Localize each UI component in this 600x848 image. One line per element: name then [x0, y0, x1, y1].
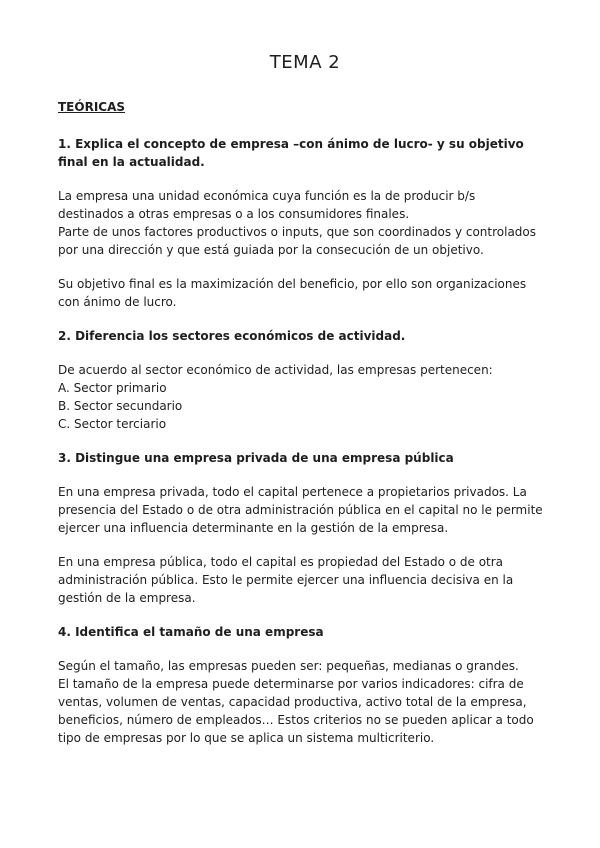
list-item: C. Sector terciario — [58, 417, 167, 431]
question-title: 3. Distingue una empresa privada de una empresa pública — [58, 451, 454, 465]
paragraph: Según el tamaño, las empresas pueden ser: pequeñas, medianas o grandes. — [58, 659, 519, 673]
paragraph: Su objetivo final es la maximización del beneficio, por ello son organizaciones con ánimo de lucro. — [58, 277, 527, 309]
list-item: B. Sector secundario — [58, 399, 183, 413]
document-title: TEMA 2 — [269, 52, 341, 73]
question-title: 4. Identifica el tamaño de una empresa — [58, 625, 324, 639]
section-label: TEÓRICAS — [58, 100, 126, 114]
paragraph: En una empresa privada, todo el capital pertenece a propietarios privados. La presencia del Estado o de otra administración pública en el capital no le permite ejercer una influencia determinante en la gestión de la empresa. — [58, 485, 543, 535]
paragraph: De acuerdo al sector económico de actividad, las empresas pertenecen: — [58, 363, 493, 377]
question-1 — [58, 135, 544, 327]
paragraph: La empresa una unidad económica cuya función es la de producir b/s destinados a otras empresas o a los consumidores finales. — [58, 189, 476, 221]
question-3 — [58, 449, 544, 623]
question-title: 2. Diferencia los sectores económicos de actividad. — [58, 329, 406, 343]
question-title: 1. Explica el concepto de empresa –con ánimo de lucro- y su objetivo final en la actualidad. — [58, 137, 524, 169]
paragraph: El tamaño de la empresa puede determinarse por varios indicadores: cifra de ventas, volumen de ventas, capacidad productiva, activo total de la empresa, beneficios, número de empleados… Estos criterios no se pueden aplicar a todo tipo de empresas por lo que se aplica un sistema multicriterio. — [58, 677, 534, 745]
question-4 — [58, 623, 544, 747]
sector-list — [58, 379, 544, 433]
question-2 — [58, 327, 544, 449]
paragraph: En una empresa pública, todo el capital es propiedad del Estado o de otra administración pública. Esto le permite ejercer una influencia decisiva en la gestión de la empresa. — [58, 555, 514, 605]
paragraph: Parte de unos factores productivos o inputs, que son coordinados y controlados por una dirección y que está guiada por la consecución de un objetivo. — [58, 225, 537, 257]
list-item: A. Sector primario — [58, 381, 167, 395]
